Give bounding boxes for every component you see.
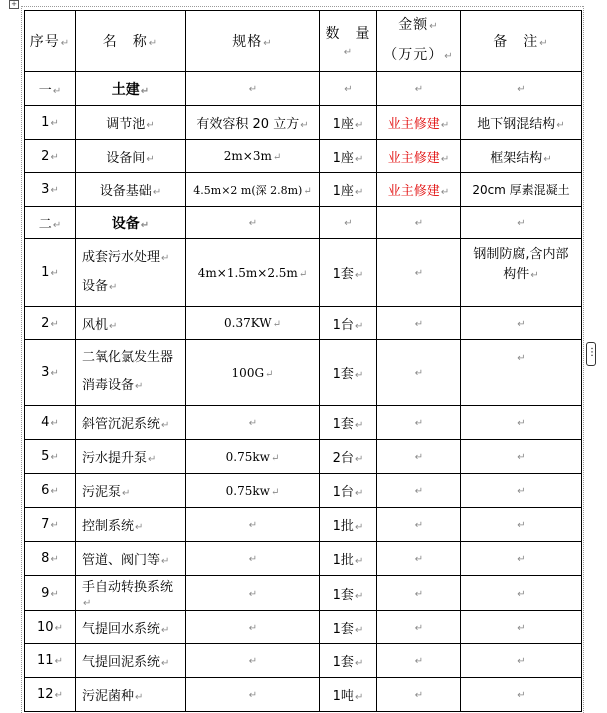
cell-amount[interactable]: 业主修建↵: [377, 106, 461, 140]
cell-spec[interactable]: ↵: [186, 644, 320, 678]
cell-remark[interactable]: ↵: [461, 72, 582, 106]
cell-spec[interactable]: 0.75kw↵: [186, 474, 320, 508]
cell-spec[interactable]: ↵: [186, 611, 320, 644]
equipment-table: [24, 10, 582, 712]
table-row: [25, 644, 582, 678]
table-row: [25, 207, 582, 239]
cell-name[interactable]: 调节池↵: [76, 106, 186, 140]
cell-seq[interactable]: 二↵: [25, 207, 76, 239]
header-name[interactable]: 名 称↵: [76, 11, 186, 72]
header-qty[interactable]: 数 量↵: [320, 11, 377, 72]
cell-name[interactable]: 管道、阀门等↵: [76, 542, 186, 576]
cell-qty[interactable]: 1座↵: [320, 106, 377, 140]
table-row: [25, 239, 582, 307]
table-row: [25, 678, 582, 712]
cell-qty[interactable]: 1座↵: [320, 173, 377, 207]
table-row: [25, 474, 582, 508]
cell-name[interactable]: 成套污水处理↵ 设备↵: [76, 239, 186, 307]
cell-seq[interactable]: 9↵: [25, 576, 76, 611]
cell-seq[interactable]: 2↵: [25, 307, 76, 340]
cell-name[interactable]: 土建↵: [76, 72, 186, 106]
cell-amount[interactable]: ↵: [377, 307, 461, 340]
cell-seq[interactable]: 一↵: [25, 72, 76, 106]
cell-seq[interactable]: 1↵: [25, 106, 76, 140]
cell-spec[interactable]: ↵: [186, 678, 320, 712]
cell-spec[interactable]: 2m×3m↵: [186, 140, 320, 173]
cell-name[interactable]: 设备基础↵: [76, 173, 186, 207]
margin-guide-left: [21, 6, 22, 713]
cell-spec[interactable]: 4m×1.5m×2.5m↵: [186, 239, 320, 307]
table-row: [25, 340, 582, 406]
cell-remark[interactable]: ↵: [461, 207, 582, 239]
cell-qty[interactable]: 1吨↵: [320, 678, 377, 712]
cell-name[interactable]: 设备↵: [76, 207, 186, 239]
cell-name[interactable]: 斜管沉泥系统↵: [76, 406, 186, 440]
cell-name[interactable]: 控制系统↵: [76, 508, 186, 542]
cell-qty[interactable]: 1套↵: [320, 611, 377, 644]
cell-qty[interactable]: 1台↵: [320, 474, 377, 508]
cell-spec[interactable]: 100G↵: [186, 340, 320, 406]
table-row: [25, 72, 582, 106]
cell-spec[interactable]: 0.37KW↵: [186, 307, 320, 340]
cell-name[interactable]: 污水提升泵↵: [76, 440, 186, 474]
cell-name[interactable]: 气提回水系统↵: [76, 611, 186, 644]
cell-amount[interactable]: 业主修建↵: [377, 173, 461, 207]
cell-amount[interactable]: ↵: [377, 72, 461, 106]
cell-seq[interactable]: 3↵: [25, 340, 76, 406]
margin-guide-right: [583, 6, 584, 713]
table-resize-handle[interactable]: ⋮: [586, 342, 596, 366]
cell-spec[interactable]: ↵: [186, 542, 320, 576]
cell-seq[interactable]: 1↵: [25, 239, 76, 307]
cell-seq[interactable]: 2↵: [25, 140, 76, 173]
cell-qty[interactable]: ↵: [320, 72, 377, 106]
cell-seq[interactable]: 6↵: [25, 474, 76, 508]
table-row: [25, 611, 582, 644]
header-remark[interactable]: 备 注↵: [461, 11, 582, 72]
table-row: [25, 508, 582, 542]
cell-name[interactable]: 二氧化氯发生器 消毒设备↵: [76, 340, 186, 406]
cell-remark[interactable]: 20cm 厚素混凝土: [461, 173, 582, 207]
cell-qty[interactable]: 1套↵: [320, 340, 377, 406]
table-row: [25, 106, 582, 140]
cell-spec[interactable]: ↵: [186, 72, 320, 106]
header-seq[interactable]: 序号↵: [25, 11, 76, 72]
table-row: [25, 576, 582, 611]
cell-qty[interactable]: 1批↵: [320, 542, 377, 576]
cell-qty[interactable]: 1套↵: [320, 576, 377, 611]
header-spec[interactable]: 规格↵: [186, 11, 320, 72]
cell-seq[interactable]: 11↵: [25, 644, 76, 678]
cell-spec[interactable]: 0.75kw↵: [186, 440, 320, 474]
cell-remark[interactable]: ↵: [461, 340, 582, 406]
cell-remark[interactable]: ↵: [461, 307, 582, 340]
header-amount[interactable]: 金额↵ （万元）↵: [377, 11, 461, 72]
cell-amount[interactable]: ↵: [377, 576, 461, 611]
cell-remark[interactable]: ↵: [461, 406, 582, 440]
cell-remark[interactable]: ↵: [461, 474, 582, 508]
cell-remark[interactable]: ↵: [461, 542, 582, 576]
cell-remark[interactable]: ↵: [461, 644, 582, 678]
cell-amount[interactable]: ↵: [377, 239, 461, 307]
cell-name[interactable]: 污泥菌种↵: [76, 678, 186, 712]
cell-seq[interactable]: 4↵: [25, 406, 76, 440]
cell-seq[interactable]: 3↵: [25, 173, 76, 207]
cell-amount[interactable]: ↵: [377, 678, 461, 712]
cell-remark[interactable]: 框架结构↵: [461, 140, 582, 173]
cell-qty[interactable]: ↵: [320, 207, 377, 239]
cell-seq[interactable]: 5↵: [25, 440, 76, 474]
cell-amount[interactable]: ↵: [377, 644, 461, 678]
table-row: [25, 542, 582, 576]
cell-amount[interactable]: 业主修建↵: [377, 140, 461, 173]
cell-spec[interactable]: 有效容积 20 立方↵: [186, 106, 320, 140]
cell-name[interactable]: 手自动转换系统↵: [76, 576, 186, 611]
cell-amount[interactable]: ↵: [377, 340, 461, 406]
cell-amount[interactable]: ↵: [377, 440, 461, 474]
cell-seq[interactable]: 10↵: [25, 611, 76, 644]
cell-amount[interactable]: ↵: [377, 542, 461, 576]
cell-name[interactable]: 设备间↵: [76, 140, 186, 173]
cell-spec[interactable]: ↵: [186, 508, 320, 542]
cell-qty[interactable]: 1套↵: [320, 644, 377, 678]
cell-qty[interactable]: 1座↵: [320, 140, 377, 173]
cell-remark[interactable]: ↵: [461, 611, 582, 644]
table-move-handle[interactable]: +: [9, 0, 19, 9]
cell-amount[interactable]: ↵: [377, 611, 461, 644]
cell-seq[interactable]: 12↵: [25, 678, 76, 712]
cell-amount[interactable]: ↵: [377, 406, 461, 440]
cell-remark[interactable]: 钢制防腐,含内部 构件↵: [461, 239, 582, 307]
table-row: [25, 173, 582, 207]
cell-name[interactable]: 污泥泵↵: [76, 474, 186, 508]
cell-qty[interactable]: 2台↵: [320, 440, 377, 474]
cell-qty[interactable]: 1批↵: [320, 508, 377, 542]
cell-remark[interactable]: ↵: [461, 678, 582, 712]
cell-qty[interactable]: 1台↵: [320, 307, 377, 340]
cell-seq[interactable]: 7↵: [25, 508, 76, 542]
cell-remark[interactable]: ↵: [461, 508, 582, 542]
cell-spec[interactable]: 4.5m×2 m(深 2.8m)↵: [186, 173, 320, 207]
table-row: [25, 440, 582, 474]
cell-spec[interactable]: ↵: [186, 576, 320, 611]
cell-remark[interactable]: ↵: [461, 576, 582, 611]
cell-remark[interactable]: ↵: [461, 440, 582, 474]
cell-amount[interactable]: ↵: [377, 508, 461, 542]
table-header-row: [25, 11, 582, 72]
cell-spec[interactable]: ↵: [186, 207, 320, 239]
cell-amount[interactable]: ↵: [377, 474, 461, 508]
cell-name[interactable]: 气提回泥系统↵: [76, 644, 186, 678]
cell-spec[interactable]: ↵: [186, 406, 320, 440]
cell-amount[interactable]: ↵: [377, 207, 461, 239]
table-row: [25, 406, 582, 440]
cell-name[interactable]: 风机↵: [76, 307, 186, 340]
cell-qty[interactable]: 1套↵: [320, 239, 377, 307]
cell-seq[interactable]: 8↵: [25, 542, 76, 576]
table-row: [25, 140, 582, 173]
cell-qty[interactable]: 1套↵: [320, 406, 377, 440]
margin-guide-top: [21, 6, 583, 7]
cell-remark[interactable]: 地下钢混结构↵: [461, 106, 582, 140]
table-row: [25, 307, 582, 340]
